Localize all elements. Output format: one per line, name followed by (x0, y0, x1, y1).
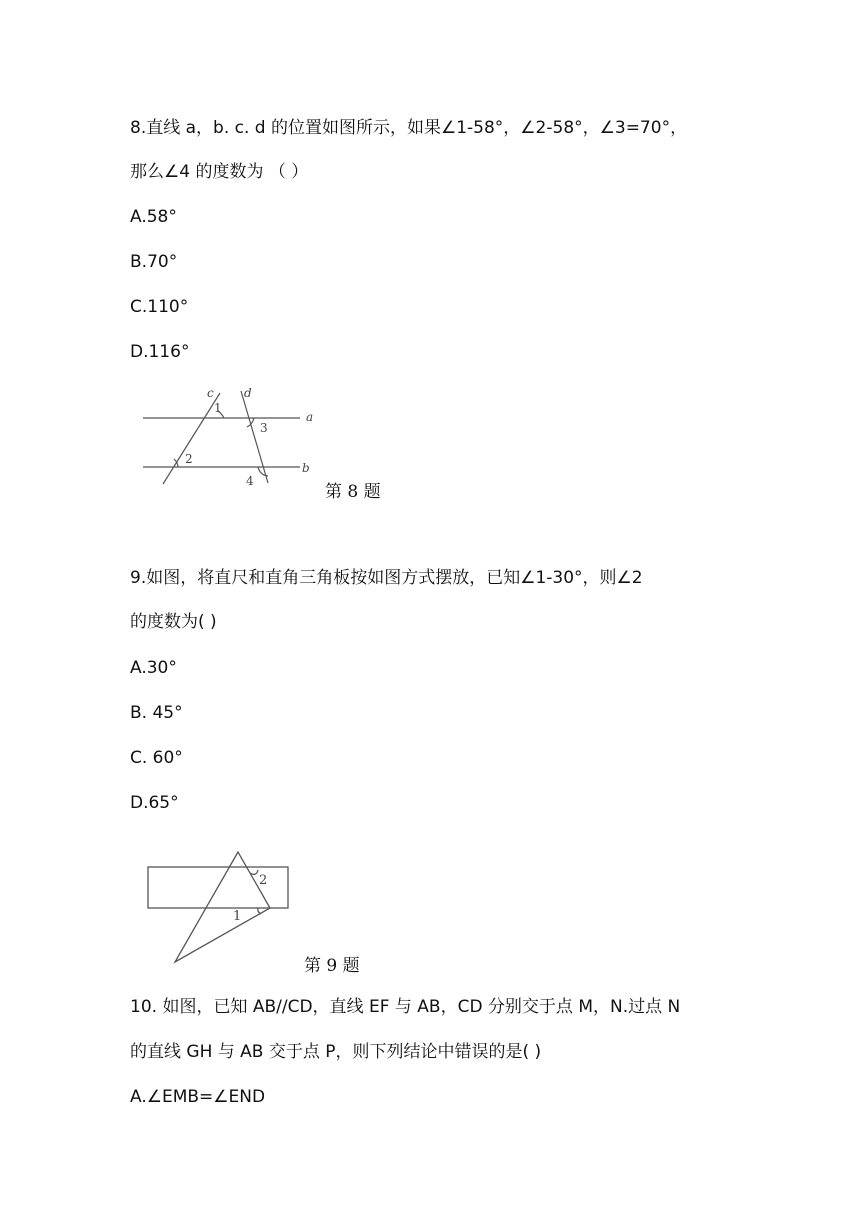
q10-stem-line2: 的直线 GH 与 AB 交于点 P，则下列结论中错误的是( ) (130, 1042, 542, 1062)
q9-stem-line2: 的度数为( ) (130, 612, 217, 632)
angle-arc-2 (250, 870, 258, 874)
q8-option-c: C.110° (130, 297, 189, 317)
q8-stem-line2: 那么∠4 的度数为 （ ） (130, 162, 309, 182)
q9-figure (140, 846, 300, 968)
label-d: d (244, 386, 252, 400)
label-2: 2 (185, 452, 193, 466)
q8-option-d: D.116° (130, 342, 190, 362)
label-a: a (306, 410, 314, 424)
q8-option-a: A.58° (130, 207, 177, 227)
q9-option-b: B. 45° (130, 703, 183, 723)
set-square (175, 852, 270, 962)
label-4: 4 (246, 474, 254, 488)
q9-option-d: D.65° (130, 793, 179, 813)
q9-stem-line1: 9.如图，将直尺和直角三角板按如图方式摆放，已知∠1-30°，则∠2 (130, 568, 643, 588)
label-c: c (207, 386, 214, 400)
q8-option-b: B.70° (130, 252, 178, 272)
line-d (241, 391, 268, 483)
q9-option-a: A.30° (130, 658, 177, 678)
q8-figure (140, 383, 320, 493)
q8-stem-line1: 8.直线 a，b. c. d 的位置如图所示，如果∠1-58°，∠2-58°，∠3=70°， (130, 118, 688, 138)
angle-label-1: 1 (233, 909, 242, 924)
q8-caption: 第 8 题 (325, 482, 381, 502)
angle-label-2: 2 (259, 873, 268, 888)
label-1: 1 (214, 401, 222, 415)
label-b: b (302, 461, 310, 475)
label-3: 3 (260, 421, 268, 435)
q9-option-c: C. 60° (130, 748, 183, 768)
q10-stem-line1: 10. 如图，已知 AB//CD，直线 EF 与 AB，CD 分别交于点 M，N.过点 N (130, 997, 681, 1017)
angle-arc-1 (258, 908, 261, 914)
angle-arc-4 (258, 467, 268, 476)
line-c (163, 393, 220, 484)
q10-option-a: A.∠EMB=∠END (130, 1087, 266, 1107)
q9-caption: 第 9 题 (304, 956, 360, 976)
